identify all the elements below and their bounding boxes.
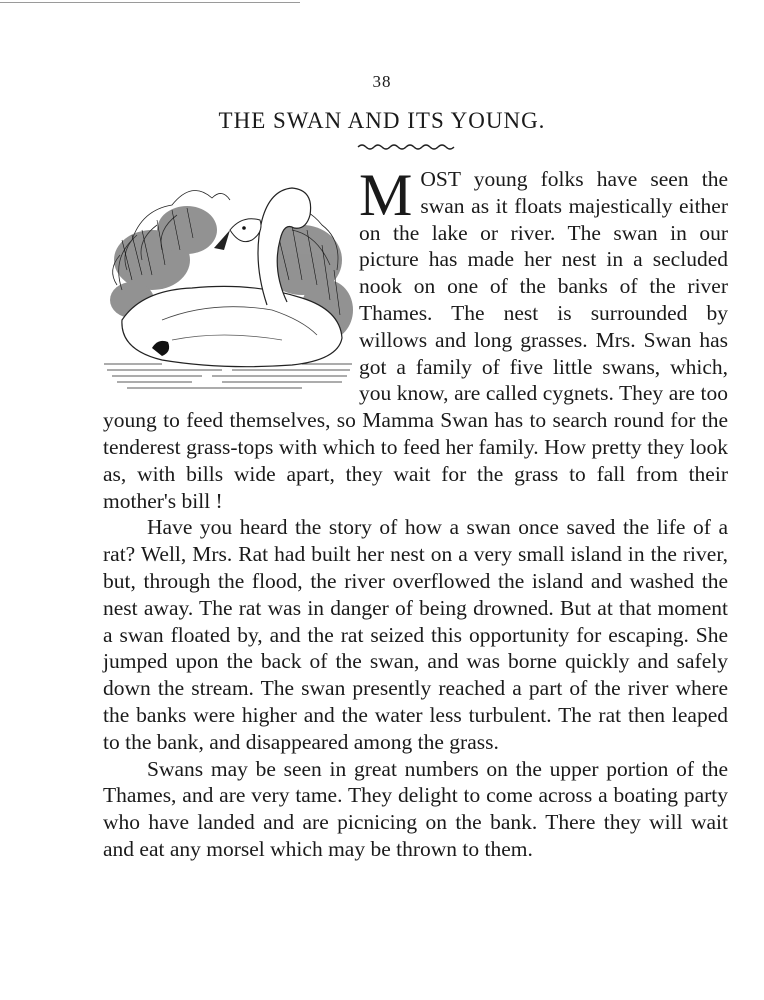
wavy-ornament xyxy=(356,141,456,151)
body-text xyxy=(103,162,728,863)
page-title: THE SWAN AND ITS YOUNG. xyxy=(218,108,546,133)
drop-cap: M xyxy=(359,162,413,228)
page-number: 38 xyxy=(372,72,392,91)
paragraph-1-text: OST young folks have seen the swan as it floats majestically either on the lake or river. The swan in our picture has made her nest in a secluded nook on one of the banks of the river Thames. The nest is surrounded by willows and long grasses. Mrs. Swan has got a family of five little swans, which, you know, are called cygnets. They are too young to feed themselves, so Mamma Swan has to search round for the tenderest grass-tops with which to feed her family. How pretty they look as, with bills wide apart, they wait for the grass to fall from their mother's bill ! xyxy=(103,167,728,513)
illustration-spacer xyxy=(103,166,355,394)
paragraph-3: Swans may be seen in great numbers on the upper portion of the Thames, and are very tame. They delight to come across a boating party who have landed and are picnicing on the bank. There they will wait and eat any morsel which may be thrown to them. xyxy=(103,756,728,861)
paragraph-2: Have you heard the story of how a swan once saved the life of a rat? Well, Mrs. Rat had built her nest on a very small island in the river, but, through the flood, the river overflowed the island and washed the nest away. The rat was in danger of being drowned. But at that moment a swan floated by, and the rat seized this opportunity for escaping. She jumped upon the back of the swan, and was borne quickly and safely down the stream. The swan presently reached a part of the river where the banks were higher and the water less turbulent. The rat then leaped to the bank, and disappeared among the grass. xyxy=(103,515,728,754)
top-rule xyxy=(0,2,300,3)
